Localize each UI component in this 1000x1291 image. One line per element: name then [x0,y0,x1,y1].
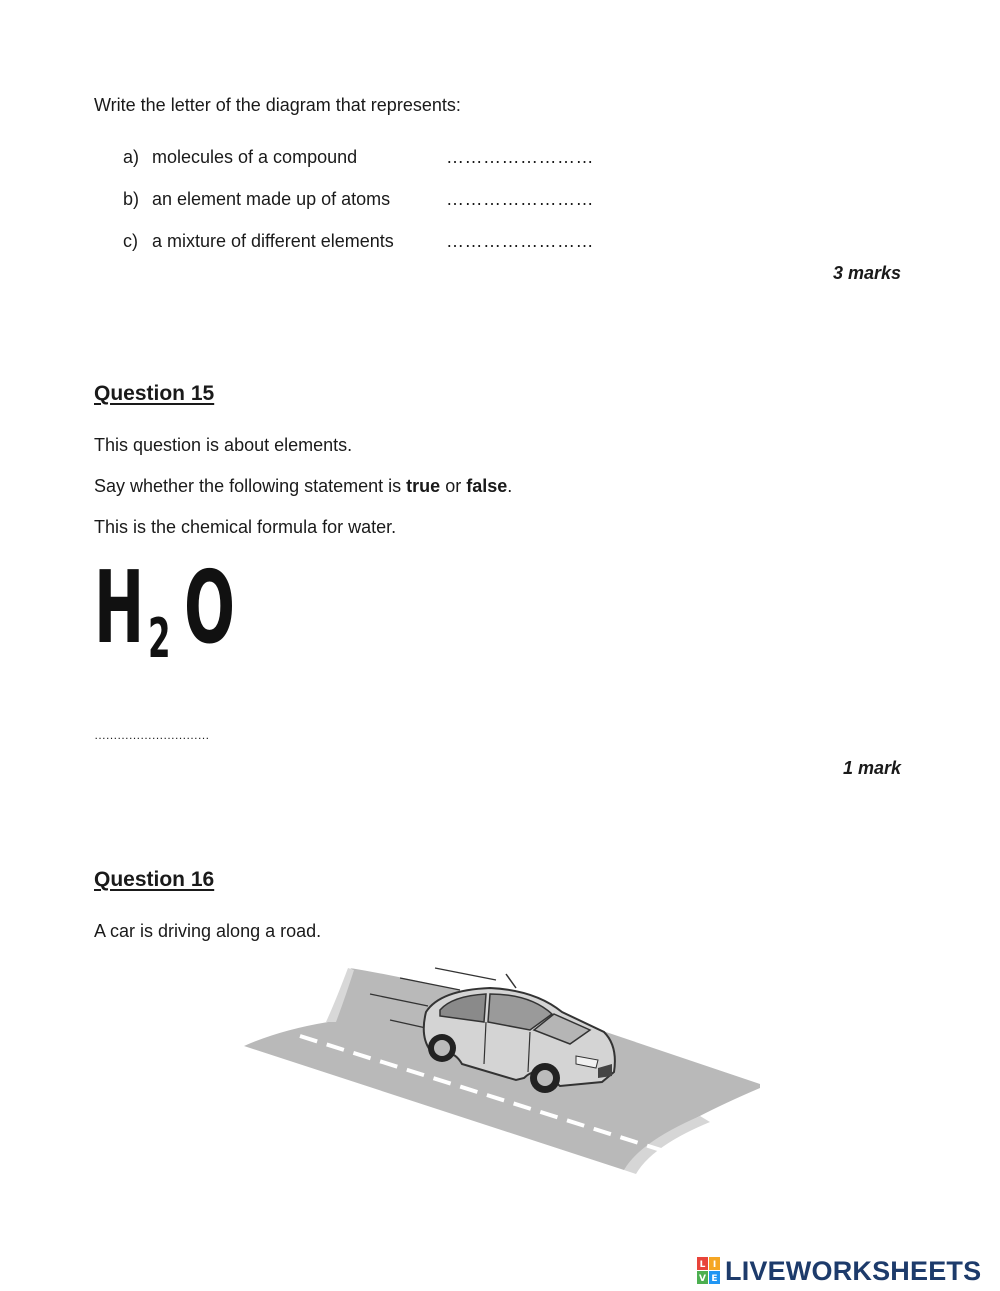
item-b-answer-field[interactable]: …………………… [446,189,594,209]
item-c-answer-field[interactable]: …………………… [446,231,594,251]
item-b-text: an element made up of atoms [152,189,391,209]
item-a-letter: a) [123,147,140,167]
item-a-answer-field[interactable]: …………………… [446,147,594,167]
svg-text:I: I [712,1260,717,1270]
formula-o: O [184,549,236,666]
question-16-title: Question 16 [94,868,215,891]
logo-tile-icon [697,1257,721,1285]
water-formula [94,549,244,678]
q15-line-2 [94,475,512,497]
q15-answer-field[interactable]: ………………………… [94,728,209,742]
q15-or-word: or [440,476,467,496]
q15-line-1: This question is about elements. [94,435,353,455]
svg-text:L: L [699,1260,706,1270]
formula-subscript-2: 2 [148,607,171,670]
q15-marks-label: 1 mark [842,758,901,778]
question-15-title: Question 15 [94,382,215,405]
item-a-text: molecules of a compound [152,147,358,167]
logo-text: LIVEWORKSHEETS [725,1255,982,1286]
svg-text:V: V [699,1274,706,1284]
q15-true-word: true [406,476,441,496]
q15-period: . [507,476,513,496]
car-on-road-illustration [240,960,770,1185]
q15-line-3: This is the chemical formula for water. [94,517,397,537]
formula-h: H [94,549,145,666]
marks-label: 3 marks [832,263,901,283]
svg-text:E: E [711,1274,718,1284]
item-b-letter: b) [123,189,140,209]
q16-line-1: A car is driving along a road. [94,921,322,941]
q15-line-2-text: Say whether the following statement is [94,476,407,496]
q15-false-word: false [466,476,508,496]
item-c-text: a mixture of different elements [152,231,394,251]
instruction-text: Write the letter of the diagram that represents: [94,95,461,115]
liveworksheets-logo [697,1254,981,1288]
item-c-letter: c) [123,231,138,251]
